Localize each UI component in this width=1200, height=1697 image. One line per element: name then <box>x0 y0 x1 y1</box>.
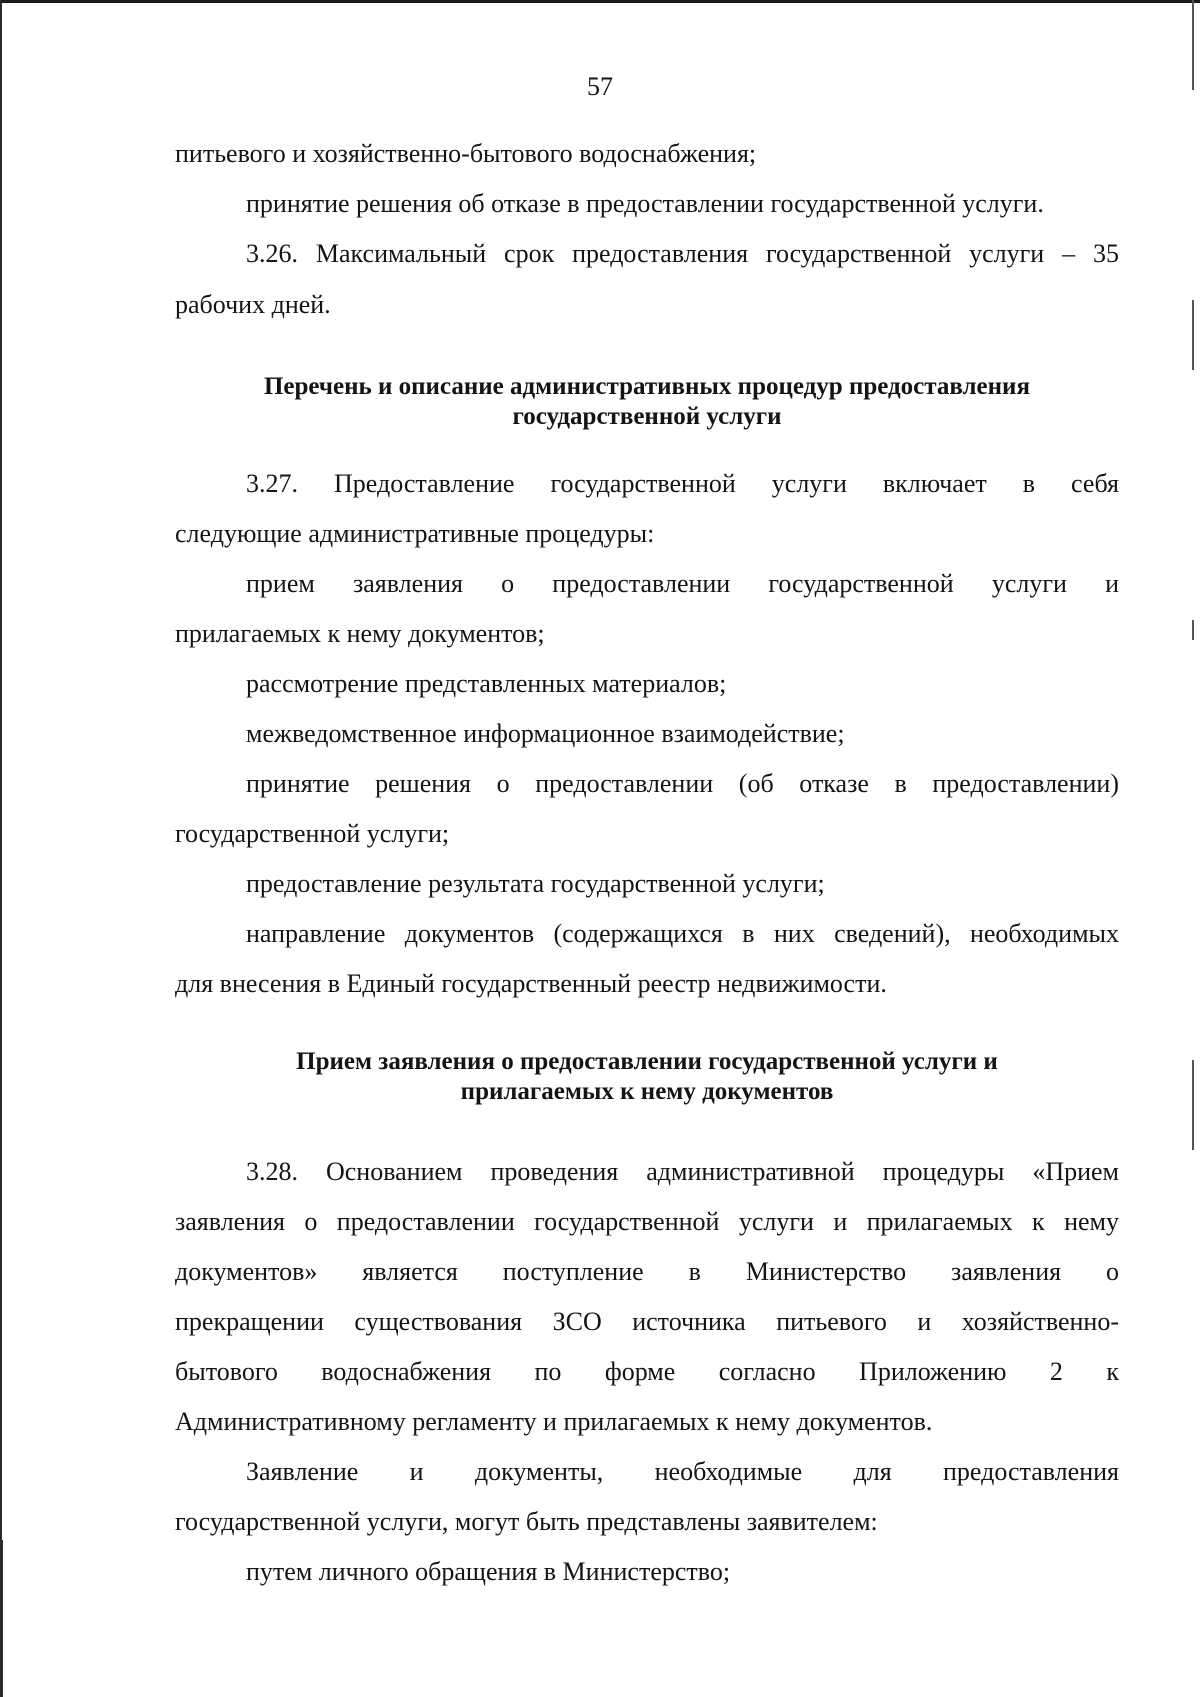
text-line: документов» является поступление в Министерство заявления о <box>175 1257 1119 1286</box>
text-line: межведомственное информационное взаимодействие; <box>246 719 845 748</box>
section-heading-line: Прием заявления о предоставлении государственной услуги и <box>296 1048 998 1075</box>
scan-edge-right-mark <box>1192 300 1194 370</box>
section-heading <box>175 1047 1119 1107</box>
text-line: прием заявления о предоставлении государственной услуги и <box>246 569 1119 598</box>
text-line: 3.27. Предоставление государственной услуги включает в себя <box>246 469 1119 498</box>
text-line: путем личного обращения в Министерство; <box>246 1557 731 1586</box>
text-line: направление документов (содержащихся в них сведений), необходимых <box>246 919 1119 948</box>
text-line: Административному регламенту и прилагаемых к нему документов. <box>175 1407 933 1436</box>
text-line: государственной услуги, могут быть представлены заявителем: <box>175 1507 878 1536</box>
page-number: 57 <box>587 72 613 101</box>
text-line: принятие решения о предоставлении (об отказе в предоставлении) <box>246 769 1119 798</box>
text-line: для внесения в Единый государственный реестр недвижимости. <box>175 969 887 998</box>
scan-edge-right-mark <box>1192 620 1194 640</box>
text-line: бытового водоснабжения по форме согласно Приложению 2 к <box>175 1357 1119 1386</box>
text-line: прилагаемых к нему документов; <box>175 619 545 648</box>
text-line: 3.26. Максимальный срок предоставления государственной услуги – 35 <box>246 239 1119 268</box>
text-line: питьевого и хозяйственно-бытового водоснабжения; <box>175 139 757 168</box>
section-heading-line: государственной услуги <box>512 403 782 430</box>
text-line: следующие административные процедуры: <box>175 519 655 548</box>
section-heading-line: прилагаемых к нему документов <box>460 1078 834 1105</box>
text-line: заявления о предоставлении государственной услуги и прилагаемых к нему <box>175 1207 1119 1236</box>
scan-edge-top <box>0 0 1200 3</box>
text-line: прекращении существования ЗСО источника питьевого и хозяйственно- <box>175 1307 1119 1336</box>
text-line: принятие решения об отказе в предоставлении государственной услуги. <box>246 189 1044 218</box>
text-line: государственной услуги; <box>175 819 450 848</box>
text-line: рассмотрение представленных материалов; <box>246 669 727 698</box>
scan-edge-left <box>0 0 2 1697</box>
section-heading <box>175 372 1119 432</box>
scan-edge-right-mark <box>1192 1060 1194 1150</box>
section-heading-line: Перечень и описание административных процедур предоставления <box>263 373 1030 400</box>
scan-edge-left-mark <box>0 1540 3 1697</box>
text-line: предоставление результата государственной услуги; <box>246 869 825 898</box>
text-line: Заявление и документы, необходимые для предоставления <box>246 1457 1119 1486</box>
text-line: 3.28. Основанием проведения административной процедуры «Прием <box>246 1157 1119 1186</box>
text-line: рабочих дней. <box>175 290 331 319</box>
